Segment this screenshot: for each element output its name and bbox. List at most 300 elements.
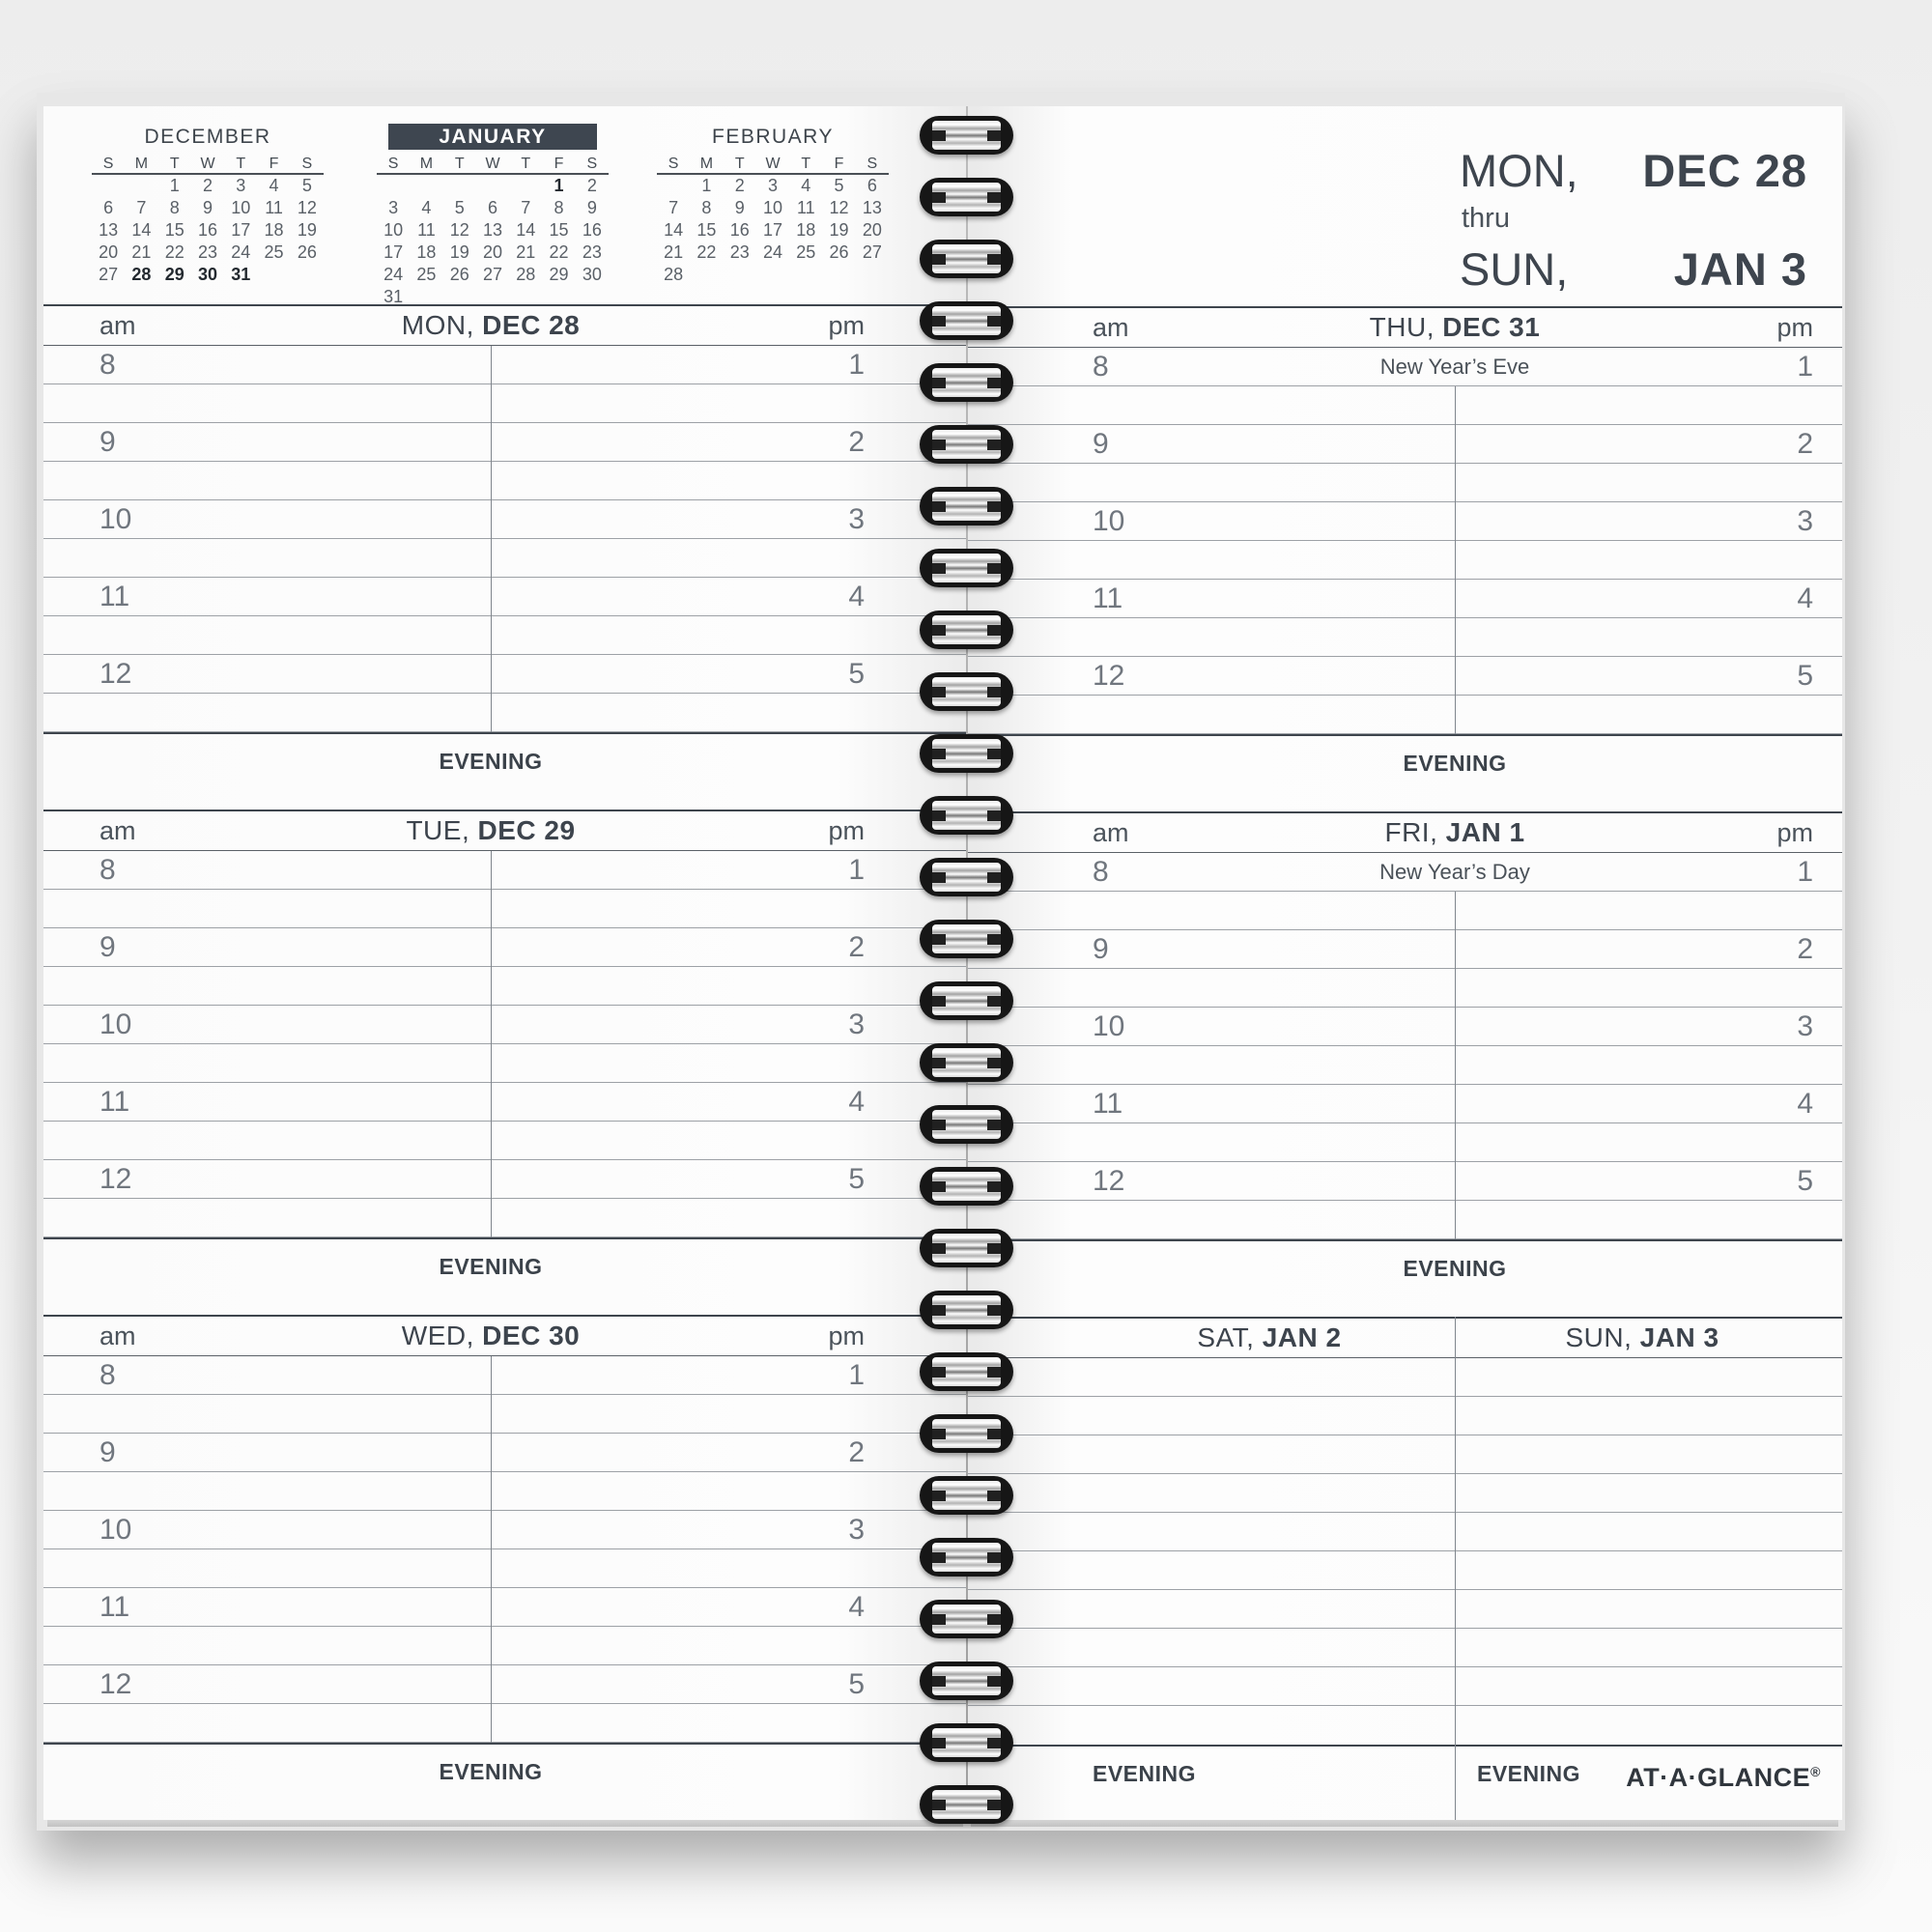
- calendar-day-cell: 27: [99, 265, 119, 284]
- weekday-letter: S: [668, 156, 679, 172]
- weekday-letter: T: [734, 156, 745, 172]
- spiral-coil: [920, 1785, 1013, 1824]
- day-date: JAN 2: [1262, 1322, 1342, 1352]
- day-date: DEC 29: [477, 815, 576, 845]
- pm-hour-label: 4: [848, 580, 865, 612]
- calendar-day-cell: 27: [862, 242, 882, 262]
- mini-calendar-week-row: [92, 242, 324, 264]
- spiral-coil: [920, 611, 1013, 649]
- calendar-day-cell: 11: [265, 198, 283, 217]
- coil-wire: [932, 430, 1001, 459]
- calendar-day-cell: 17: [384, 242, 404, 262]
- half-hour-row: [43, 1472, 967, 1511]
- calendar-day-cell: [443, 175, 476, 197]
- half-hour-row: [43, 500, 967, 539]
- calendar-day-cell: 3: [236, 176, 246, 195]
- pm-hour-label: 3: [1797, 1009, 1813, 1042]
- am-pm-column-divider: [1455, 386, 1456, 734]
- pm-hour-label: 2: [1797, 427, 1813, 460]
- spiral-coil: [920, 240, 1013, 278]
- mini-calendar-week-row: [92, 264, 324, 286]
- calendar-day-cell: 6: [867, 176, 877, 195]
- half-hour-row: [43, 655, 967, 694]
- coil-wire: [932, 1728, 1001, 1757]
- half-hour-row: [967, 969, 1842, 1008]
- spiral-coil: [920, 1662, 1013, 1700]
- am-hour-label: 9: [99, 425, 116, 458]
- mini-calendar-week-row: [377, 197, 609, 219]
- calendar-day-cell: 3: [388, 198, 399, 217]
- calendar-day-cell: 18: [796, 220, 816, 240]
- pm-hour-label: 3: [848, 502, 865, 535]
- spiral-coil: [920, 672, 1013, 711]
- half-hour-row: [43, 851, 967, 890]
- evening-section: [43, 1743, 967, 1820]
- coil-wire: [932, 1419, 1001, 1448]
- spiral-coil: [920, 425, 1013, 464]
- calendar-day-cell: 13: [99, 220, 119, 240]
- mini-calendar-week-row: [377, 264, 609, 286]
- coil-wire: [932, 1481, 1001, 1510]
- calendar-day-cell: 21: [131, 242, 152, 262]
- calendar-day-cell: 7: [668, 198, 679, 217]
- mini-calendar-weekday-row: [377, 153, 609, 175]
- start-date-label: DEC 28: [1642, 145, 1807, 196]
- mini-calendar: [92, 124, 324, 286]
- calendar-day-cell: 15: [696, 220, 717, 240]
- calendar-day-cell: 30: [582, 265, 602, 284]
- half-hour-row: [967, 1162, 1842, 1201]
- am-hour-label: 10: [99, 1008, 132, 1040]
- thru-label: thru: [1462, 203, 1510, 234]
- am-pm-column-divider: [491, 346, 492, 732]
- calendar-day-cell: [657, 175, 690, 197]
- am-hour-label: 12: [99, 1162, 132, 1195]
- day-block: [967, 811, 1842, 1317]
- calendar-day-cell: 22: [549, 242, 569, 262]
- half-hour-row: [43, 1395, 967, 1434]
- spiral-coil: [920, 1538, 1013, 1577]
- calendar-day-cell: 24: [762, 242, 782, 262]
- calendar-day-cell: 1: [169, 176, 180, 195]
- half-hour-row: [967, 464, 1842, 502]
- coil-wire: [932, 1543, 1001, 1572]
- day-name: SUN,: [1565, 1322, 1633, 1352]
- calendar-day-cell: 26: [297, 242, 317, 262]
- half-hour-row: [43, 1549, 967, 1588]
- calendar-day-cell: 13: [862, 198, 882, 217]
- calendar-day-cell: 19: [449, 242, 469, 262]
- am-hour-label: 8: [1093, 855, 1109, 888]
- mini-calendar-title: JANUARY: [388, 124, 597, 150]
- calendar-day-cell: [377, 175, 410, 197]
- coil-wire: [932, 986, 1001, 1015]
- calendar-day-cell: 18: [264, 220, 284, 240]
- hour-grid: [967, 348, 1842, 734]
- mini-calendar-week-row: [657, 175, 889, 197]
- spiral-coil: [920, 1105, 1013, 1144]
- half-hour-row: [967, 892, 1842, 930]
- am-hour-label: 11: [99, 580, 130, 612]
- calendar-day-cell: [509, 175, 542, 197]
- weekend-column-divider: [1455, 1317, 1456, 1822]
- day-block-title: [1370, 312, 1541, 343]
- weekday-letter: W: [765, 156, 781, 172]
- weekday-letter: M: [699, 156, 714, 172]
- calendar-day-cell: 12: [297, 198, 317, 217]
- day-block-header: [43, 810, 967, 851]
- half-hour-row: [43, 578, 967, 616]
- day-block: [967, 306, 1842, 811]
- mini-calendar-week-row: [657, 197, 889, 219]
- calendar-day-cell: 4: [801, 176, 811, 195]
- half-hour-row: [43, 1665, 967, 1704]
- am-hour-label: 10: [99, 502, 132, 535]
- spiral-coil: [920, 1229, 1013, 1267]
- week-range-header: [1460, 145, 1807, 296]
- planner-right-page: [967, 106, 1842, 1820]
- pm-hour-label: 5: [848, 1162, 865, 1195]
- holiday-label: New Year’s Eve: [1379, 355, 1530, 379]
- calendar-day-cell: 14: [516, 220, 536, 240]
- coil-wire: [932, 183, 1001, 212]
- coil-wire: [932, 739, 1001, 768]
- coil-wire: [932, 554, 1001, 582]
- calendar-day-cell: 10: [231, 198, 251, 217]
- brand-name: AT·A·GLANCE: [1626, 1763, 1811, 1792]
- day-block: [43, 810, 967, 1315]
- calendar-day-cell: [92, 175, 125, 197]
- pm-hour-label: 2: [848, 930, 865, 963]
- spiral-coil: [920, 1414, 1013, 1453]
- half-hour-row: [967, 696, 1842, 734]
- calendar-day-cell: 16: [729, 220, 750, 240]
- am-label: am: [99, 310, 136, 340]
- calendar-day-cell: 7: [521, 198, 531, 217]
- pm-hour-label: 3: [848, 1008, 865, 1040]
- weekend-grid: [967, 1358, 1842, 1745]
- day-date: DEC 28: [482, 310, 581, 340]
- pm-label: pm: [1776, 817, 1813, 847]
- am-hour-label: 8: [99, 1358, 116, 1391]
- mini-calendar-week-row: [657, 219, 889, 242]
- half-hour-row: [43, 928, 967, 967]
- weekend-row: [967, 1358, 1842, 1397]
- half-hour-row: [43, 1627, 967, 1665]
- weekend-row: [967, 1706, 1842, 1745]
- end-date-label: JAN 3: [1673, 243, 1807, 295]
- spiral-coil: [920, 116, 1013, 155]
- calendar-day-cell: 5: [834, 176, 844, 195]
- calendar-day-cell: 31: [231, 265, 251, 284]
- calendar-day-cell: 23: [197, 242, 217, 262]
- calendar-day-cell: 17: [231, 220, 251, 240]
- calendar-day-cell: 1: [554, 176, 564, 195]
- coil-wire: [932, 1790, 1001, 1819]
- coil-wire: [932, 1666, 1001, 1695]
- calendar-day-cell: 20: [99, 242, 119, 262]
- calendar-day-cell: 24: [231, 242, 251, 262]
- calendar-day-cell: 24: [384, 265, 404, 284]
- pm-hour-label: 4: [1797, 582, 1813, 614]
- mini-calendar-week-row: [377, 219, 609, 242]
- mini-calendar-week-row: [377, 242, 609, 264]
- pm-hour-label: 1: [848, 853, 865, 886]
- pm-hour-label: 5: [848, 1667, 865, 1700]
- calendar-day-cell: 12: [449, 220, 469, 240]
- sunday-title: [1565, 1322, 1719, 1353]
- am-hour-label: 12: [99, 657, 132, 690]
- day-date: DEC 30: [482, 1321, 581, 1350]
- weekday-letter: S: [102, 156, 114, 172]
- half-hour-row: [43, 694, 967, 732]
- pm-label: pm: [828, 1321, 865, 1350]
- calendar-day-cell: 13: [482, 220, 502, 240]
- day-date: DEC 31: [1442, 312, 1541, 342]
- calendar-day-cell: 14: [131, 220, 152, 240]
- half-hour-row: [43, 1356, 967, 1395]
- calendar-day-cell: 10: [762, 198, 782, 217]
- calendar-day-cell: 22: [696, 242, 717, 262]
- half-hour-row: [43, 1511, 967, 1549]
- pm-hour-label: 3: [1797, 504, 1813, 537]
- mini-calendar-week-row: [657, 264, 889, 286]
- calendar-day-cell: 30: [197, 265, 217, 284]
- pm-hour-label: 1: [1797, 855, 1813, 888]
- calendar-day-cell: 21: [516, 242, 536, 262]
- pm-hour-label: 1: [848, 348, 865, 381]
- day-block-header: [967, 306, 1842, 348]
- am-hour-label: 9: [99, 1435, 116, 1468]
- half-hour-row: [43, 1044, 967, 1083]
- calendar-day-cell: 9: [586, 198, 597, 217]
- calendar-day-cell: 26: [449, 265, 469, 284]
- half-hour-row: [43, 616, 967, 655]
- spiral-coil: [920, 981, 1013, 1020]
- calendar-day-cell: 18: [416, 242, 437, 262]
- pm-label: pm: [1776, 312, 1813, 342]
- am-hour-label: 10: [1093, 1009, 1125, 1042]
- calendar-day-cell: 9: [202, 198, 213, 217]
- am-label: am: [1093, 817, 1129, 847]
- day-block-title: [402, 1321, 580, 1351]
- calendar-day-cell: 28: [131, 265, 152, 284]
- pm-hour-label: 2: [848, 425, 865, 458]
- spiral-coil: [920, 1476, 1013, 1515]
- spiral-coil: [920, 178, 1013, 216]
- am-hour-label: 11: [1093, 1087, 1123, 1120]
- evening-label: EVENING: [439, 749, 543, 774]
- am-hour-label: 11: [1093, 582, 1123, 614]
- calendar-day-cell: 22: [164, 242, 185, 262]
- calendar-day-cell: 29: [549, 265, 569, 284]
- weekday-letter: T: [521, 156, 531, 172]
- half-hour-row: [43, 462, 967, 500]
- half-hour-row: [967, 1201, 1842, 1239]
- pm-hour-label: 2: [848, 1435, 865, 1468]
- calendar-day-cell: [476, 175, 509, 197]
- weekday-letter: S: [586, 156, 598, 172]
- holiday-label: New Year’s Day: [1379, 860, 1530, 884]
- spiral-coil: [920, 1723, 1013, 1762]
- coil-wire: [932, 677, 1001, 706]
- calendar-day-cell: 20: [862, 220, 882, 240]
- calendar-day-cell: 2: [586, 176, 597, 195]
- weekend-row: [967, 1474, 1842, 1513]
- half-hour-row: [43, 423, 967, 462]
- mini-calendar-title: FEBRUARY: [712, 126, 834, 148]
- half-hour-row: [967, 1085, 1842, 1123]
- weekday-letter: S: [301, 156, 313, 172]
- half-hour-row: [43, 1122, 967, 1160]
- half-hour-row: [967, 930, 1842, 969]
- planner-left-page: [43, 106, 967, 1820]
- half-hour-row: [967, 1123, 1842, 1162]
- coil-wire: [932, 492, 1001, 521]
- weekday-letter: M: [134, 156, 149, 172]
- coil-wire: [932, 1295, 1001, 1324]
- coil-wire: [932, 1172, 1001, 1201]
- am-hour-label: 12: [1093, 1164, 1125, 1197]
- day-name: FRI,: [1384, 817, 1438, 847]
- am-hour-label: 11: [99, 1590, 130, 1623]
- weekend-evening-section: [967, 1745, 1842, 1822]
- calendar-day-cell: 5: [454, 198, 465, 217]
- weekday-letter: F: [269, 156, 279, 172]
- day-block-header: [43, 1315, 967, 1356]
- calendar-day-cell: 25: [796, 242, 816, 262]
- am-hour-label: 9: [1093, 932, 1109, 965]
- day-name: TUE,: [406, 815, 470, 845]
- am-pm-column-divider: [491, 851, 492, 1237]
- calendar-day-cell: 16: [582, 220, 602, 240]
- calendar-day-cell: [291, 264, 324, 286]
- calendar-day-cell: 14: [664, 220, 684, 240]
- am-label: am: [99, 1321, 136, 1350]
- am-pm-column-divider: [491, 1356, 492, 1743]
- pm-hour-label: 5: [1797, 659, 1813, 692]
- calendar-day-cell: [724, 264, 756, 286]
- week-range-end: [1460, 243, 1807, 296]
- calendar-day-cell: [756, 264, 789, 286]
- am-hour-label: 9: [1093, 427, 1109, 460]
- calendar-day-cell: 23: [729, 242, 750, 262]
- calendar-day-cell: 3: [767, 176, 778, 195]
- day-block-header: [43, 304, 967, 346]
- day-block-title: [402, 310, 580, 341]
- calendar-day-cell: [690, 264, 723, 286]
- half-hour-row: [43, 539, 967, 578]
- day-date: JAN 3: [1639, 1322, 1719, 1352]
- half-hour-row: [967, 1046, 1842, 1085]
- am-hour-label: 10: [1093, 504, 1125, 537]
- pm-hour-label: 5: [848, 657, 865, 690]
- coil-wire: [932, 863, 1001, 892]
- half-hour-row: [967, 657, 1842, 696]
- calendar-day-cell: 8: [554, 198, 564, 217]
- weekday-letter: T: [801, 156, 811, 172]
- spiral-coil: [920, 734, 1013, 773]
- evening-label-sunday: EVENING: [1477, 1761, 1581, 1786]
- day-date: JAN 1: [1445, 817, 1525, 847]
- coil-wire: [932, 1048, 1001, 1077]
- mini-calendar-week-row: [92, 219, 324, 242]
- mini-calendar-week-row: [657, 242, 889, 264]
- weekday-letter: T: [454, 156, 465, 172]
- calendar-day-cell: 15: [164, 220, 185, 240]
- half-hour-row: [43, 967, 967, 1006]
- pm-hour-label: 2: [1797, 932, 1813, 965]
- half-hour-row: [967, 502, 1842, 541]
- pm-hour-label: 5: [1797, 1164, 1813, 1197]
- calendar-day-cell: 29: [164, 265, 185, 284]
- hour-grid: [43, 346, 967, 732]
- spiral-coil: [920, 549, 1013, 587]
- day-block: [43, 304, 967, 810]
- am-hour-label: 11: [99, 1085, 130, 1118]
- weekday-letter: F: [834, 156, 844, 172]
- calendar-day-cell: 9: [734, 198, 745, 217]
- coil-wire: [932, 924, 1001, 953]
- calendar-day-cell: 4: [421, 198, 432, 217]
- calendar-day-cell: 11: [417, 220, 436, 240]
- end-day-label: SUN,: [1460, 243, 1569, 295]
- coil-wire: [932, 121, 1001, 150]
- am-pm-column-divider: [1455, 892, 1456, 1239]
- calendar-day-cell: 27: [482, 265, 502, 284]
- day-block-title: [1384, 817, 1524, 848]
- pm-hour-label: 1: [1797, 350, 1813, 383]
- mini-calendar-week-row: [92, 175, 324, 197]
- pm-hour-label: 4: [848, 1085, 865, 1118]
- calendar-day-cell: 19: [829, 220, 849, 240]
- calendar-day-cell: 20: [482, 242, 502, 262]
- weekend-row: [967, 1551, 1842, 1590]
- calendar-day-cell: 28: [516, 265, 536, 284]
- start-day-label: MON,: [1460, 145, 1578, 196]
- evening-label-saturday: EVENING: [1093, 1761, 1197, 1786]
- evening-section: [967, 1239, 1842, 1317]
- calendar-day-cell: 6: [103, 198, 114, 217]
- calendar-day-cell: 7: [136, 198, 147, 217]
- calendar-day-cell: 2: [734, 176, 745, 195]
- weekday-letter: W: [485, 156, 500, 172]
- calendar-day-cell: 1: [701, 176, 712, 195]
- am-hour-label: 9: [99, 930, 116, 963]
- hour-grid: [43, 1356, 967, 1743]
- half-hour-row: [967, 1008, 1842, 1046]
- day-name: WED,: [401, 1321, 474, 1350]
- weekend-row: [967, 1435, 1842, 1474]
- weekday-letter: T: [169, 156, 180, 172]
- calendar-day-cell: 8: [701, 198, 712, 217]
- calendar-day-cell: 8: [169, 198, 180, 217]
- am-hour-label: 12: [99, 1667, 132, 1700]
- weekend-row: [967, 1513, 1842, 1551]
- week-range-start: [1460, 145, 1807, 197]
- weekend-row: [967, 1629, 1842, 1667]
- calendar-day-cell: 6: [487, 198, 497, 217]
- calendar-day-cell: [257, 264, 290, 286]
- half-hour-row: [967, 580, 1842, 618]
- coil-wire: [932, 801, 1001, 830]
- half-hour-row: [43, 346, 967, 384]
- coil-wire: [932, 1605, 1001, 1634]
- pm-label: pm: [828, 815, 865, 845]
- am-label: am: [1093, 312, 1129, 342]
- hour-grid: [967, 853, 1842, 1239]
- half-hour-row: [43, 1588, 967, 1627]
